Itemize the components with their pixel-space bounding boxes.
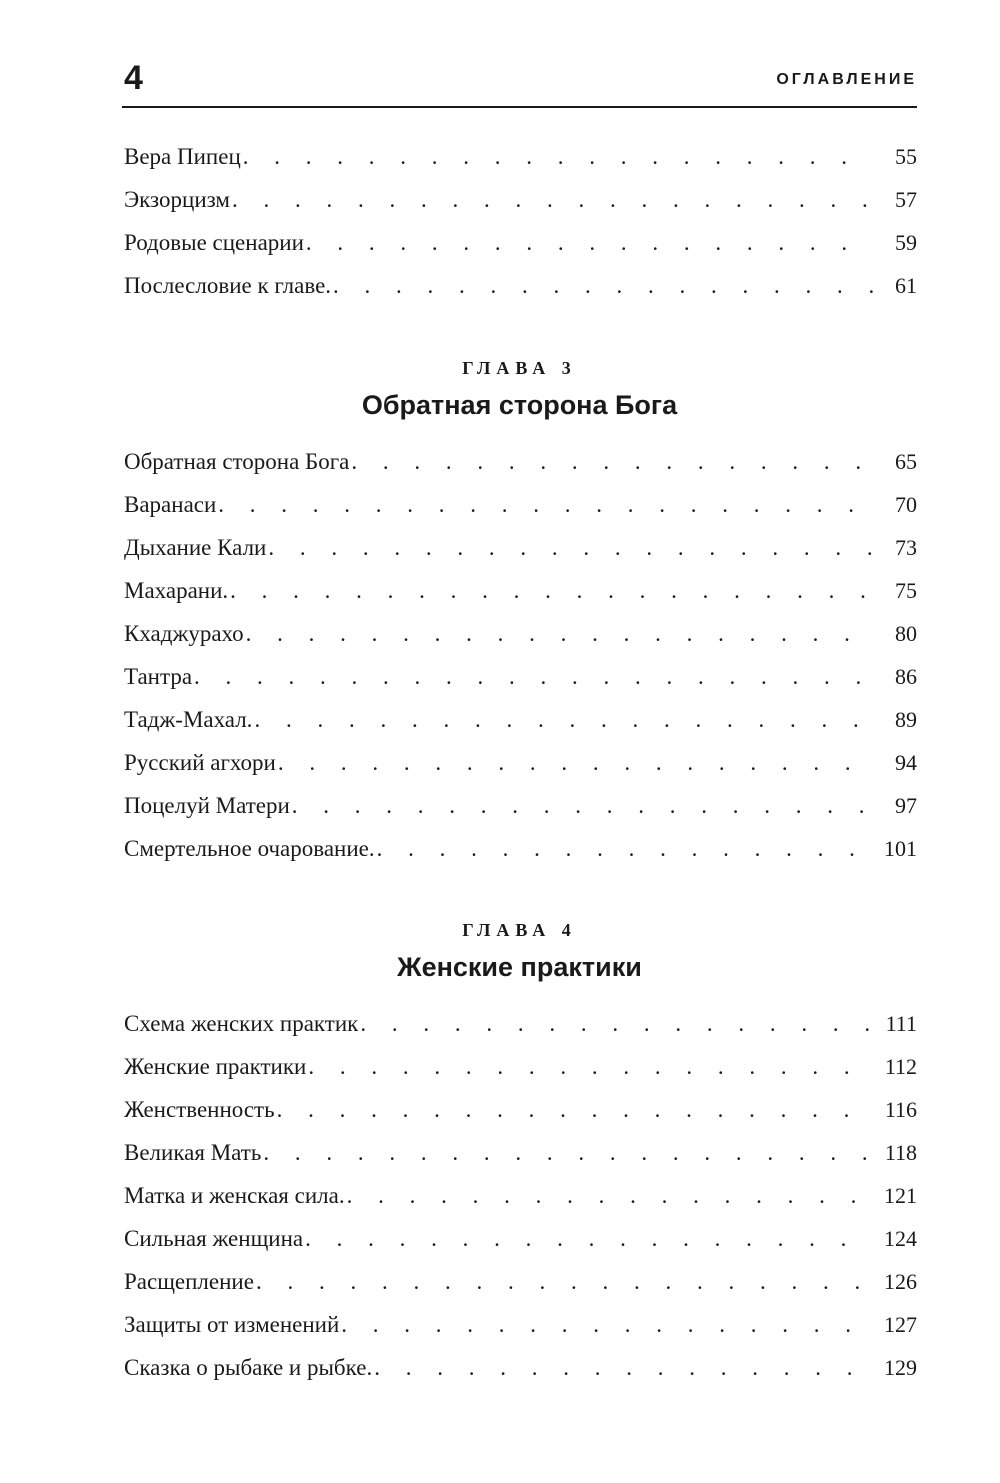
toc-entry-title: Сказка о рыбаке и рыбке. xyxy=(124,1355,373,1380)
chapter-label: ГЛАВА 3 xyxy=(462,358,577,378)
toc-entry-title: Варанаси xyxy=(124,492,217,517)
toc-entry-page: 127 xyxy=(884,1312,917,1337)
toc-entry[interactable] xyxy=(124,575,917,618)
toc-entry[interactable] xyxy=(124,1180,917,1223)
toc-entry[interactable] xyxy=(124,446,917,489)
toc-entry-page: 101 xyxy=(884,836,917,861)
dot-leader xyxy=(341,1309,873,1341)
toc-entry-page: 112 xyxy=(884,1054,917,1079)
dot-leader xyxy=(308,1051,873,1083)
toc-entry-page: 61 xyxy=(895,273,917,298)
dot-leader xyxy=(305,1223,873,1255)
dot-leader xyxy=(243,141,873,173)
chapter-title[interactable]: Женские практики xyxy=(397,952,642,982)
toc-entry-title: Русский агхори xyxy=(124,750,276,775)
toc-entry-title: Смертельное очарование. xyxy=(124,836,375,861)
toc-entry-page: 55 xyxy=(895,144,917,169)
dot-leader xyxy=(351,446,873,478)
toc-entry-title: Послесловие к главе. xyxy=(124,273,332,298)
dot-leader xyxy=(347,1180,873,1212)
dot-leader xyxy=(232,184,873,216)
toc-entry-title: Матка и женская сила. xyxy=(124,1183,345,1208)
toc-entry[interactable] xyxy=(124,618,917,661)
toc-entry-title: Женственность xyxy=(124,1097,275,1122)
toc-entry[interactable] xyxy=(124,1008,917,1051)
toc-entry[interactable] xyxy=(124,227,917,270)
dot-leader xyxy=(292,790,873,822)
toc-entry-page: 75 xyxy=(895,578,917,603)
dot-leader xyxy=(246,618,873,650)
toc-entry-page: 116 xyxy=(884,1097,917,1122)
toc-entry-page: 86 xyxy=(895,664,917,689)
toc-entry[interactable] xyxy=(124,1051,917,1094)
toc-entry-title: Тантра xyxy=(124,664,193,689)
toc-entry[interactable] xyxy=(124,1352,917,1395)
toc-entry-page: 129 xyxy=(884,1355,917,1380)
dot-leader xyxy=(263,1137,873,1169)
toc-entry[interactable] xyxy=(124,747,917,790)
dot-leader xyxy=(374,1352,873,1384)
toc-entry-title: Расщепление xyxy=(124,1269,254,1294)
chapter-4-heading xyxy=(122,918,917,984)
dot-leader xyxy=(333,270,873,302)
dot-leader xyxy=(306,227,873,259)
dot-leader xyxy=(278,747,873,779)
dot-leader xyxy=(230,575,873,607)
toc-section-continued xyxy=(124,141,917,313)
dot-leader xyxy=(268,532,873,564)
chapter-title[interactable]: Обратная сторона Бога xyxy=(361,390,678,420)
toc-entry-page: 59 xyxy=(895,230,917,255)
toc-entry-title: Тадж-Махал. xyxy=(124,707,253,732)
toc-entry-title: Родовые сценарии xyxy=(124,230,304,255)
toc-entry-title: Сильная женщина xyxy=(124,1226,304,1251)
toc-entry[interactable] xyxy=(124,141,917,184)
dot-leader xyxy=(377,833,873,865)
toc-entry-title: Поцелуй Матери xyxy=(124,793,290,818)
toc-entry-page: 121 xyxy=(884,1183,917,1208)
toc-entry[interactable] xyxy=(124,790,917,833)
toc-entry-title: Махарани. xyxy=(124,578,229,603)
toc-entry-page: 97 xyxy=(895,793,917,818)
toc-entry[interactable] xyxy=(124,489,917,532)
toc-entry[interactable] xyxy=(124,1266,917,1309)
toc-entry-title: Кхаджурахо xyxy=(124,621,244,646)
toc-entry-title: Защиты от изменений xyxy=(124,1312,340,1337)
toc-entry-page: 70 xyxy=(895,492,917,517)
toc-entry-page: 111 xyxy=(885,1011,917,1036)
toc-entry-page: 118 xyxy=(884,1140,917,1165)
toc-entry[interactable] xyxy=(124,1309,917,1352)
toc-entry[interactable] xyxy=(124,661,917,704)
page-number: 4 xyxy=(124,59,143,97)
toc-entry-page: 124 xyxy=(884,1226,917,1251)
page-header xyxy=(122,58,917,108)
dot-leader xyxy=(256,1266,873,1298)
toc-entry-title: Женские практики xyxy=(124,1054,307,1079)
dot-leader xyxy=(360,1008,873,1040)
toc-entry-page: 80 xyxy=(895,621,917,646)
toc-entry[interactable] xyxy=(124,1094,917,1137)
toc-entry[interactable] xyxy=(124,184,917,227)
chapter-label: ГЛАВА 4 xyxy=(462,920,577,940)
toc-entry[interactable] xyxy=(124,833,917,876)
dot-leader xyxy=(194,661,873,693)
running-head: ОГЛАВЛЕНИЕ xyxy=(776,71,917,88)
toc-entry[interactable] xyxy=(124,1223,917,1266)
toc-entry[interactable] xyxy=(124,1137,917,1180)
toc-entry-title: Великая Мать xyxy=(124,1140,262,1165)
toc-entry-page: 94 xyxy=(895,750,917,775)
toc-entry[interactable] xyxy=(124,270,917,313)
toc-entry-title: Обратная сторона Бога xyxy=(124,449,350,474)
toc-entry-page: 126 xyxy=(884,1269,917,1294)
dot-leader xyxy=(254,704,873,736)
toc-entry-page: 73 xyxy=(895,535,917,560)
toc-entry-title: Экзорцизм xyxy=(124,187,230,212)
toc-entry-title: Схема женских практик xyxy=(124,1011,359,1036)
chapter-3-heading xyxy=(122,356,917,422)
toc-section-chapter-3 xyxy=(124,446,917,876)
toc-entry-page: 65 xyxy=(895,449,917,474)
toc-section-chapter-4 xyxy=(124,1008,917,1395)
dot-leader xyxy=(277,1094,873,1126)
toc-entry-page: 89 xyxy=(895,707,917,732)
toc-entry[interactable] xyxy=(124,532,917,575)
toc-entry-title: Дыхание Кали xyxy=(124,535,267,560)
toc-entry[interactable] xyxy=(124,704,917,747)
toc-entry-page: 57 xyxy=(895,187,917,212)
toc-entry-title: Вера Пипец xyxy=(124,144,241,169)
dot-leader xyxy=(218,489,873,521)
